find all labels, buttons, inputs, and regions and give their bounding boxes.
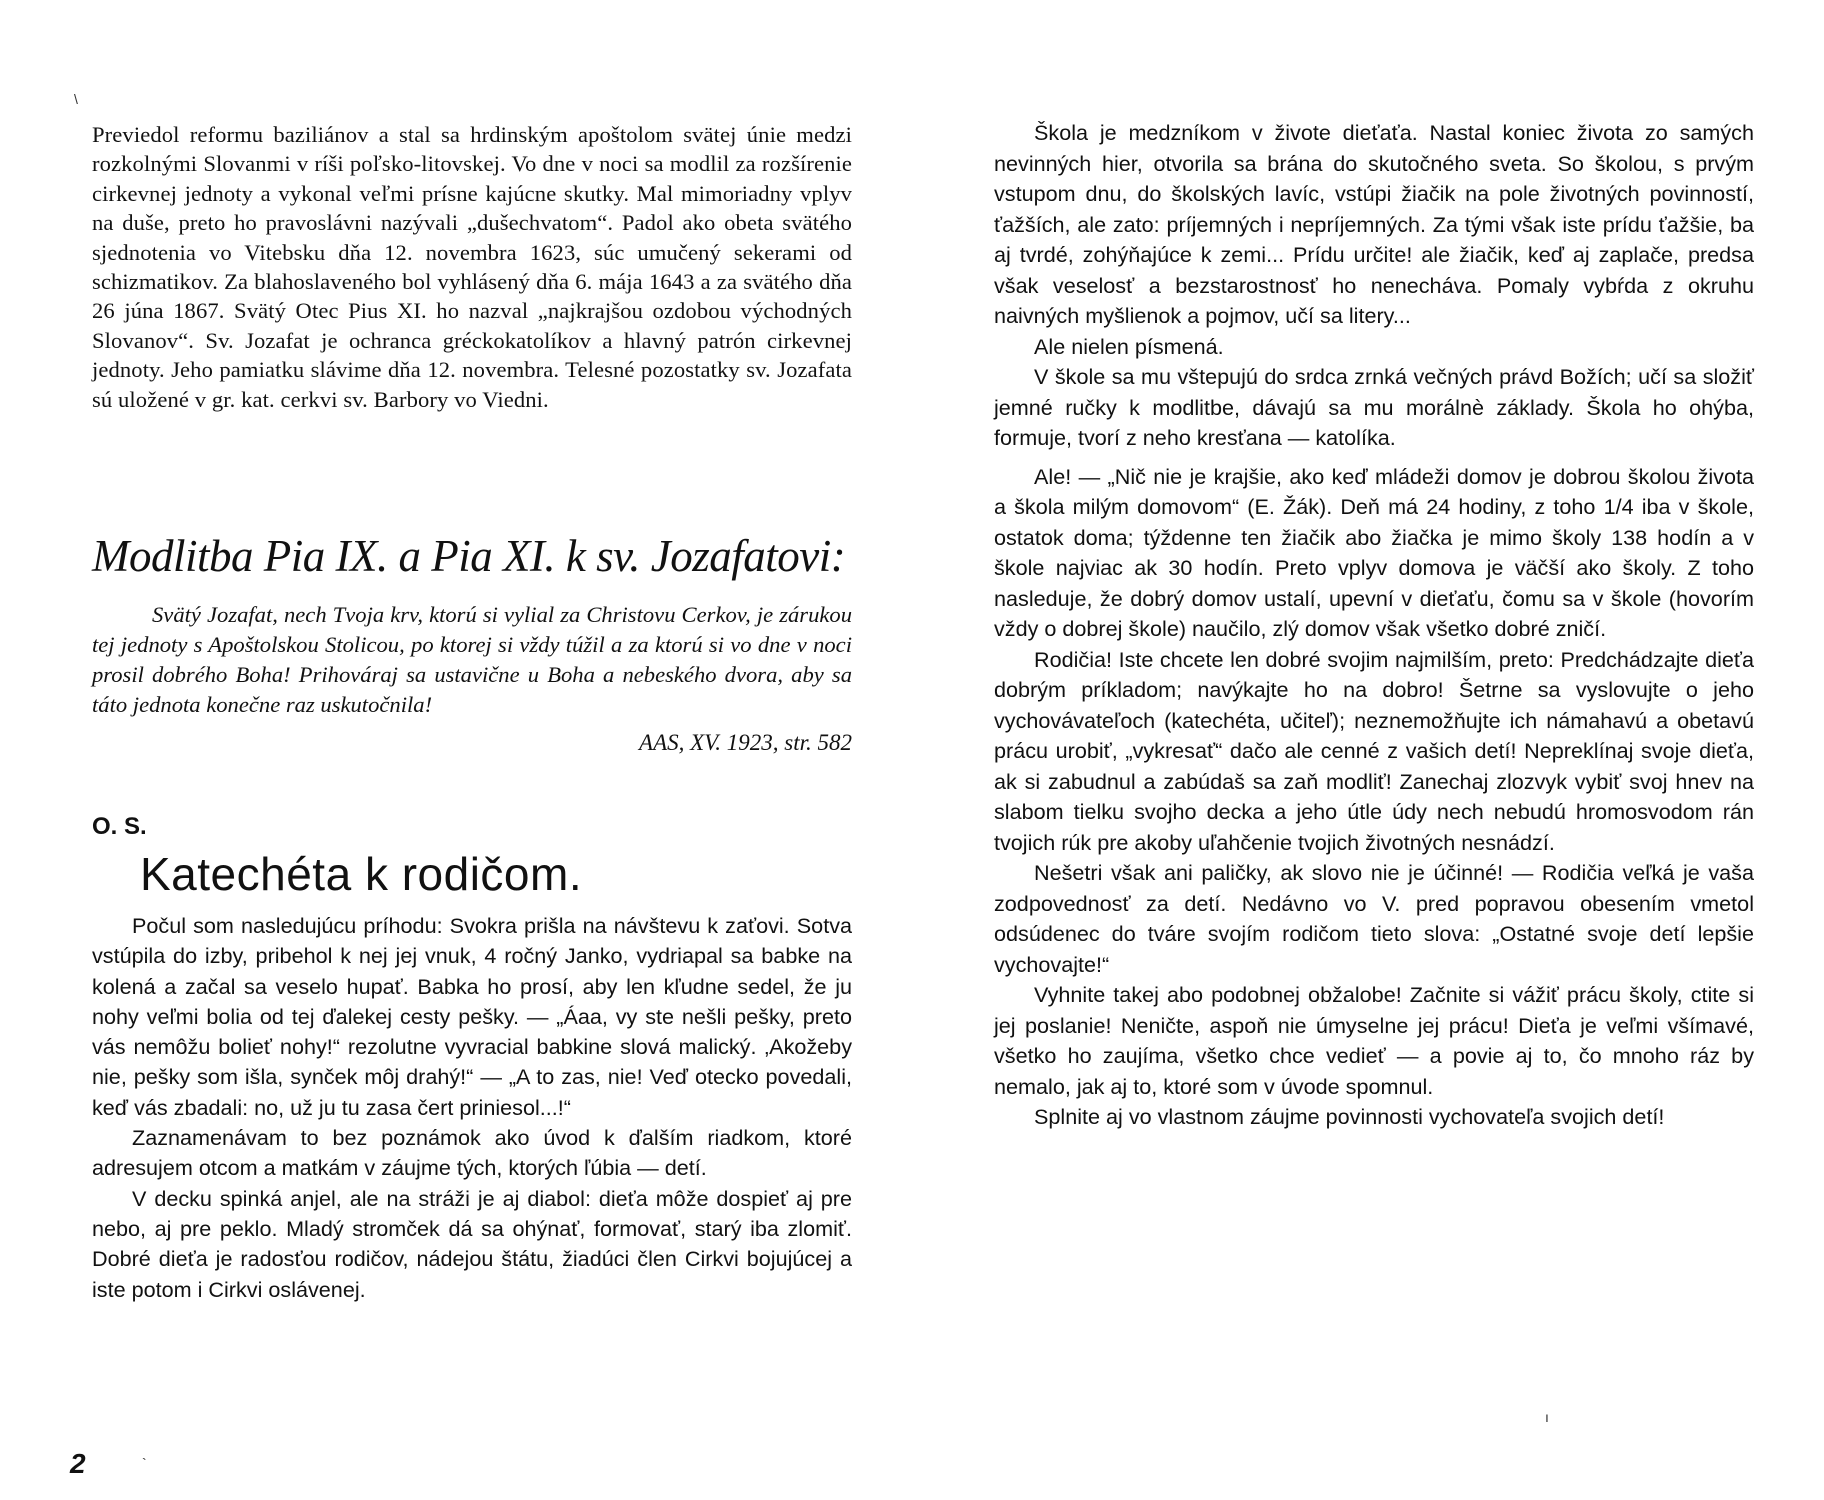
print-speck: ı: [1545, 1409, 1549, 1425]
article-paragraph: Ale! — „Nič nie je krajšie, ako keď mládeži domov je dobrou školou života a škola milým domovom“ (E. Žák). Deň má 24 hodiny, z toho 1/4 iba v škole, ostatok doma; týždenne ten žiačik abo žiačka je mimo školy 138 hodín a v škole najviac ak 30 hodín. Preto vplyv domova je väčší ako školy. Z toho nasleduje, že dobrý domov ustalí, upevní v dieťaťu, čomu sa v škole (hovorím vždy o dobrej škole) naučilo, zlý domov však všetko dobré zničí.: [994, 463, 1754, 641]
article-paragraph: Ale nielen písmená.: [1034, 333, 1224, 359]
saint-biography: [92, 120, 852, 414]
page-number: 2: [70, 1448, 86, 1479]
article-paragraph: V decku spinká anjel, ale na stráži je aj diabol: dieťa môže dospieť aj pre nebo, aj pre peklo. Mladý stromček dá sa ohýnať, formovať, starý iba zlomiť. Dobré dieťa je radosťou rodičov, nádejou štátu, žiadúci člen Cirkvi bojujúcej a iste potom i Cirkvi oslávenej.: [92, 1185, 852, 1302]
article-paragraph: V škole sa mu vštepujú do srdca zrnká večných právd Božích; učí sa složiť jemné ručky k modlitbe, dávajú sa mu morálnè základy. Škola ho ohýba, formuje, tvorí z neho kresťana — katolíka.: [994, 364, 1754, 450]
prayer-title: Modlitba Pia IX. a Pia XI. k sv. Jozafatovi:: [92, 531, 846, 581]
right-page: [912, 0, 1824, 1500]
article-paragraph: Zaznamenávam to bez poznámok ako úvod k ďalším riadkom, ktoré adresujem otcom a matkám v záujme tých, ktorých ľúbia — detí.: [92, 1125, 852, 1181]
article-paragraph: Škola je medzníkom v živote dieťaťa. Nastal koniec života zo samých nevinných hier, otvorila sa brána do skutočného sveta. So školou, s prvým vstupom dnu, do školských lavíc, vstúpi žiačik na pole životných povinností, ťažších, ale zato: príjemných i nepríjemných. Za tými však iste prídu ťažšie, ba aj tvrdé, zohýňajúce k zemi... Prídu určite! ale žiačik, keď aj zaplače, predsa však veselosť a bezstarostnosť ho nenecháva. Pomaly vybŕda z okruhu naivných myšlienok a pojmov, učí sa litery...: [994, 120, 1754, 328]
print-speck: \: [74, 91, 78, 107]
article-paragraph: Splnite aj vo vlastnom záujme povinnosti vychovateľa svojich detí!: [1034, 1104, 1665, 1129]
article-paragraph: Vyhnite takej abo podobnej obžalobe! Začnite si vážiť prácu školy, ctite si jej poslanie! Neničte, aspoň nie úmyselne jej prácu! Dieťa je veľmi všímavé, všetko ho zaujíma, všetko chce vedieť — a povie aj to, čo mnoho ráz by nemalo, jak aj to, ktoré som v úvode spomnul.: [994, 982, 1754, 1099]
article-paragraph: Nešetri však ani paličky, ak slovo nie je účinné! — Rodičia veľká je vaša zodpovednosť za detí. Nedávno vo V. pred popravou obesením vmetol odsúdenec do tváre svojím rodičom tieto slova: „Ostatné svoje detí lepšie vychovajte!“: [994, 860, 1754, 977]
article-title: Katechéta k rodičom.: [140, 848, 583, 900]
prayer-text: Svätý Jozafat, nech Tvoja krv, ktorú si vylial za Christovu Cerkov, je zárukou tej jednoty s Apoštolskou Stolicou, po ktorej si vždy túžil a za ktorú si vo dne v noci prosil dobrého Boha! Prihováraj sa ustavične u Boha a nebeského dvora, aby sa táto jednota konečne raz uskutočnila!: [92, 602, 852, 717]
article-paragraph: Rodičia! Iste chcete len dobré svojim najmilším, preto: Predchádzajte dieťa dobrým príkladom; navýkajte ho na dobro! Šetrne sa vyslovujte o jeho vychovávateľoch (katechéta, učiteľ); neznemožňujte ich námahavú a obetavú prácu urobiť, „vykresať“ dačo ale cenné z vašich detí! Nepreklínaj svoje dieťa, ak si zabudnul a zabúdaš sa zaň modliť! Zanechaj zlozvyk vybiť svoj hnev na slabom tielku svojho decka a jeho útle údy nech nebudú hromosvodom rán tvojich rúk pre akoby uľahčenie tvojich životných nesnádzí.: [994, 646, 1754, 855]
print-speck: `: [142, 1455, 147, 1471]
prayer-source: AAS, XV. 1923, str. 582: [639, 730, 852, 755]
author-initials: O. S.: [92, 813, 147, 840]
prayer-block: [92, 600, 852, 758]
article-continuation: [994, 118, 1754, 1133]
biography-paragraph: Previedol reformu baziliánov a stal sa hrdinským apoštolom svätej únie medzi rozkolnými Slovanmi v ríši poľsko-litovskej. Vo dne v noci sa modlil za rozšírenie cirkevnej jednoty a vykonal veľmi prísne kajúcne skutky. Mal mimoriadny vplyv na duše, preto ho pravoslávni nazývali „dušechvatom“. Padol ako obeta svätého sjednotenia vo Vitebsku dňa 12. novembra 1623, súc umučený sekerami od schizmatikov. Za blahoslaveného bol vyhlásený dňa 6. mája 1643 a za svätého dňa 26 júna 1867. Svätý Otec Pius XI. ho nazval „najkrajšou ozdobou východných Slovanov“. Sv. Jozafat je ochranca gréckokatolíkov a hlavný patrón cirkevnej jednoty. Jeho pamiatku slávime dňa 12. novembra. Telesné pozostatky sv. Jozafata sú uložené v gr. kat. cerkvi sv. Barbory vo Viedni.: [92, 122, 852, 412]
article-paragraph: Počul som nasledujúcu príhodu: Svokra prišla na návštevu k zaťovi. Sotva vstúpila do izby, pribehol k nej jej vnuk, 4 ročný Janko, vydriapal sa babke na kolená a začal sa veselo hupať. Babka ho prosí, aby len kľudne sedel, že ju nohy veľmi bolia od tej ďalekej cesty pešky. — „Áaa, vy ste nešli pešky, preto vás nemôžu bolieť nohy!“ rezolutne vyvracial babkine slová malický. ‚Akožeby nie, pešky som išla, synček môj drahý!“ — „A to zas, nie! Veď otecko povedali, keď vás zbadali: no, už ju tu zasa čert priniesol...!“: [92, 913, 852, 1120]
article-body: [92, 911, 852, 1305]
